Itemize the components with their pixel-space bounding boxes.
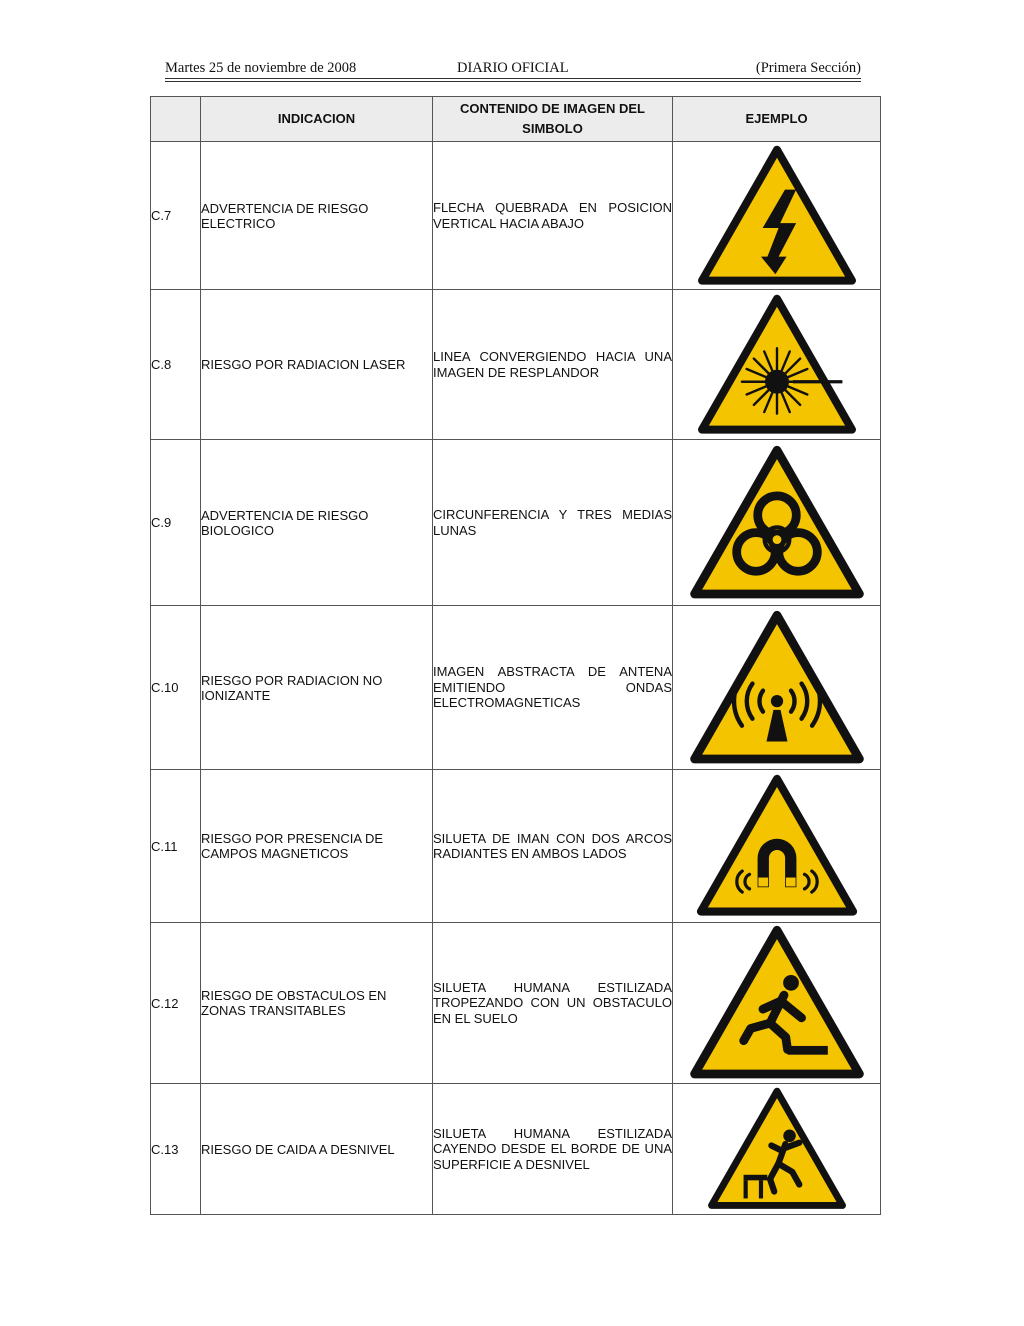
biohazard-icon — [689, 445, 865, 601]
row-example — [673, 770, 881, 923]
row-code: C.9 — [151, 440, 201, 606]
row-indication: RIESGO DE CAIDA A DESNIVEL — [201, 1084, 433, 1215]
header-content-line1: CONTENIDO DE IMAGEN DEL — [460, 101, 645, 116]
row-indication: ADVERTENCIA DE RIESGO ELECTRICO — [201, 142, 433, 290]
row-indication: RIESGO POR PRESENCIA DE CAMPOS MAGNETICOS — [201, 770, 433, 923]
row-example — [673, 606, 881, 770]
row-content: IMAGEN ABSTRACTA DE ANTENA EMITIENDO ONDAS ELECTROMAGNETICAS — [433, 606, 673, 770]
running-header — [165, 58, 861, 80]
fall-hazard-icon — [707, 1087, 847, 1211]
row-content: CIRCUNFERENCIA Y TRES MEDIAS LUNAS — [433, 440, 673, 606]
table-row — [151, 290, 881, 440]
row-content: SILUETA DE IMAN CON DOS ARCOS RADIANTES EN AMBOS LADOS — [433, 770, 673, 923]
header-section: (Primera Sección) — [755, 60, 861, 76]
trip-hazard-icon — [689, 925, 865, 1081]
row-code: C.11 — [151, 770, 201, 923]
row-example — [673, 290, 881, 440]
row-indication: RIESGO DE OBSTACULOS EN ZONAS TRANSITABLES — [201, 923, 433, 1084]
table-row — [151, 923, 881, 1084]
row-content: SILUETA HUMANA ESTILIZADA TROPEZANDO CON UN OBSTACULO EN EL SUELO — [433, 923, 673, 1084]
header-content — [433, 97, 673, 142]
non-ionizing-radiation-icon — [689, 610, 865, 766]
header-rule-double — [165, 81, 861, 82]
row-content: LINEA CONVERGIENDO HACIA UNA IMAGEN DE RESPLANDOR — [433, 290, 673, 440]
table-row — [151, 606, 881, 770]
row-content: FLECHA QUEBRADA EN POSICION VERTICAL HACIA ABAJO — [433, 142, 673, 290]
row-code: C.7 — [151, 142, 201, 290]
row-code: C.12 — [151, 923, 201, 1084]
row-indication: ADVERTENCIA DE RIESGO BIOLOGICO — [201, 440, 433, 606]
row-code: C.10 — [151, 606, 201, 770]
row-indication: RIESGO POR RADIACION LASER — [201, 290, 433, 440]
electric-hazard-icon — [697, 145, 857, 287]
table-row — [151, 440, 881, 606]
table-row — [151, 142, 881, 290]
header-code — [151, 97, 201, 142]
magnetic-field-icon — [696, 774, 858, 918]
row-code: C.13 — [151, 1084, 201, 1215]
row-example — [673, 142, 881, 290]
row-content: SILUETA HUMANA ESTILIZADA CAYENDO DESDE EL BORDE DE UNA SUPERFICIE A DESNIVEL — [433, 1084, 673, 1215]
header-content-line2: SIMBOLO — [522, 121, 583, 136]
table-row — [151, 1084, 881, 1215]
header-indication: INDICACION — [201, 97, 433, 142]
header-date: Martes 25 de noviembre de 2008 — [165, 60, 357, 76]
table-row — [151, 770, 881, 923]
row-example — [673, 923, 881, 1084]
row-indication: RIESGO POR RADIACION NO IONIZANTE — [201, 606, 433, 770]
signs-table — [150, 96, 881, 1215]
header-rule — [165, 78, 861, 79]
laser-radiation-icon — [697, 294, 857, 436]
header-example: EJEMPLO — [673, 97, 881, 142]
row-example — [673, 1084, 881, 1215]
row-example — [673, 440, 881, 606]
row-code: C.8 — [151, 290, 201, 440]
table-header-row — [151, 97, 881, 142]
header-publication: DIARIO OFICIAL — [457, 60, 569, 76]
